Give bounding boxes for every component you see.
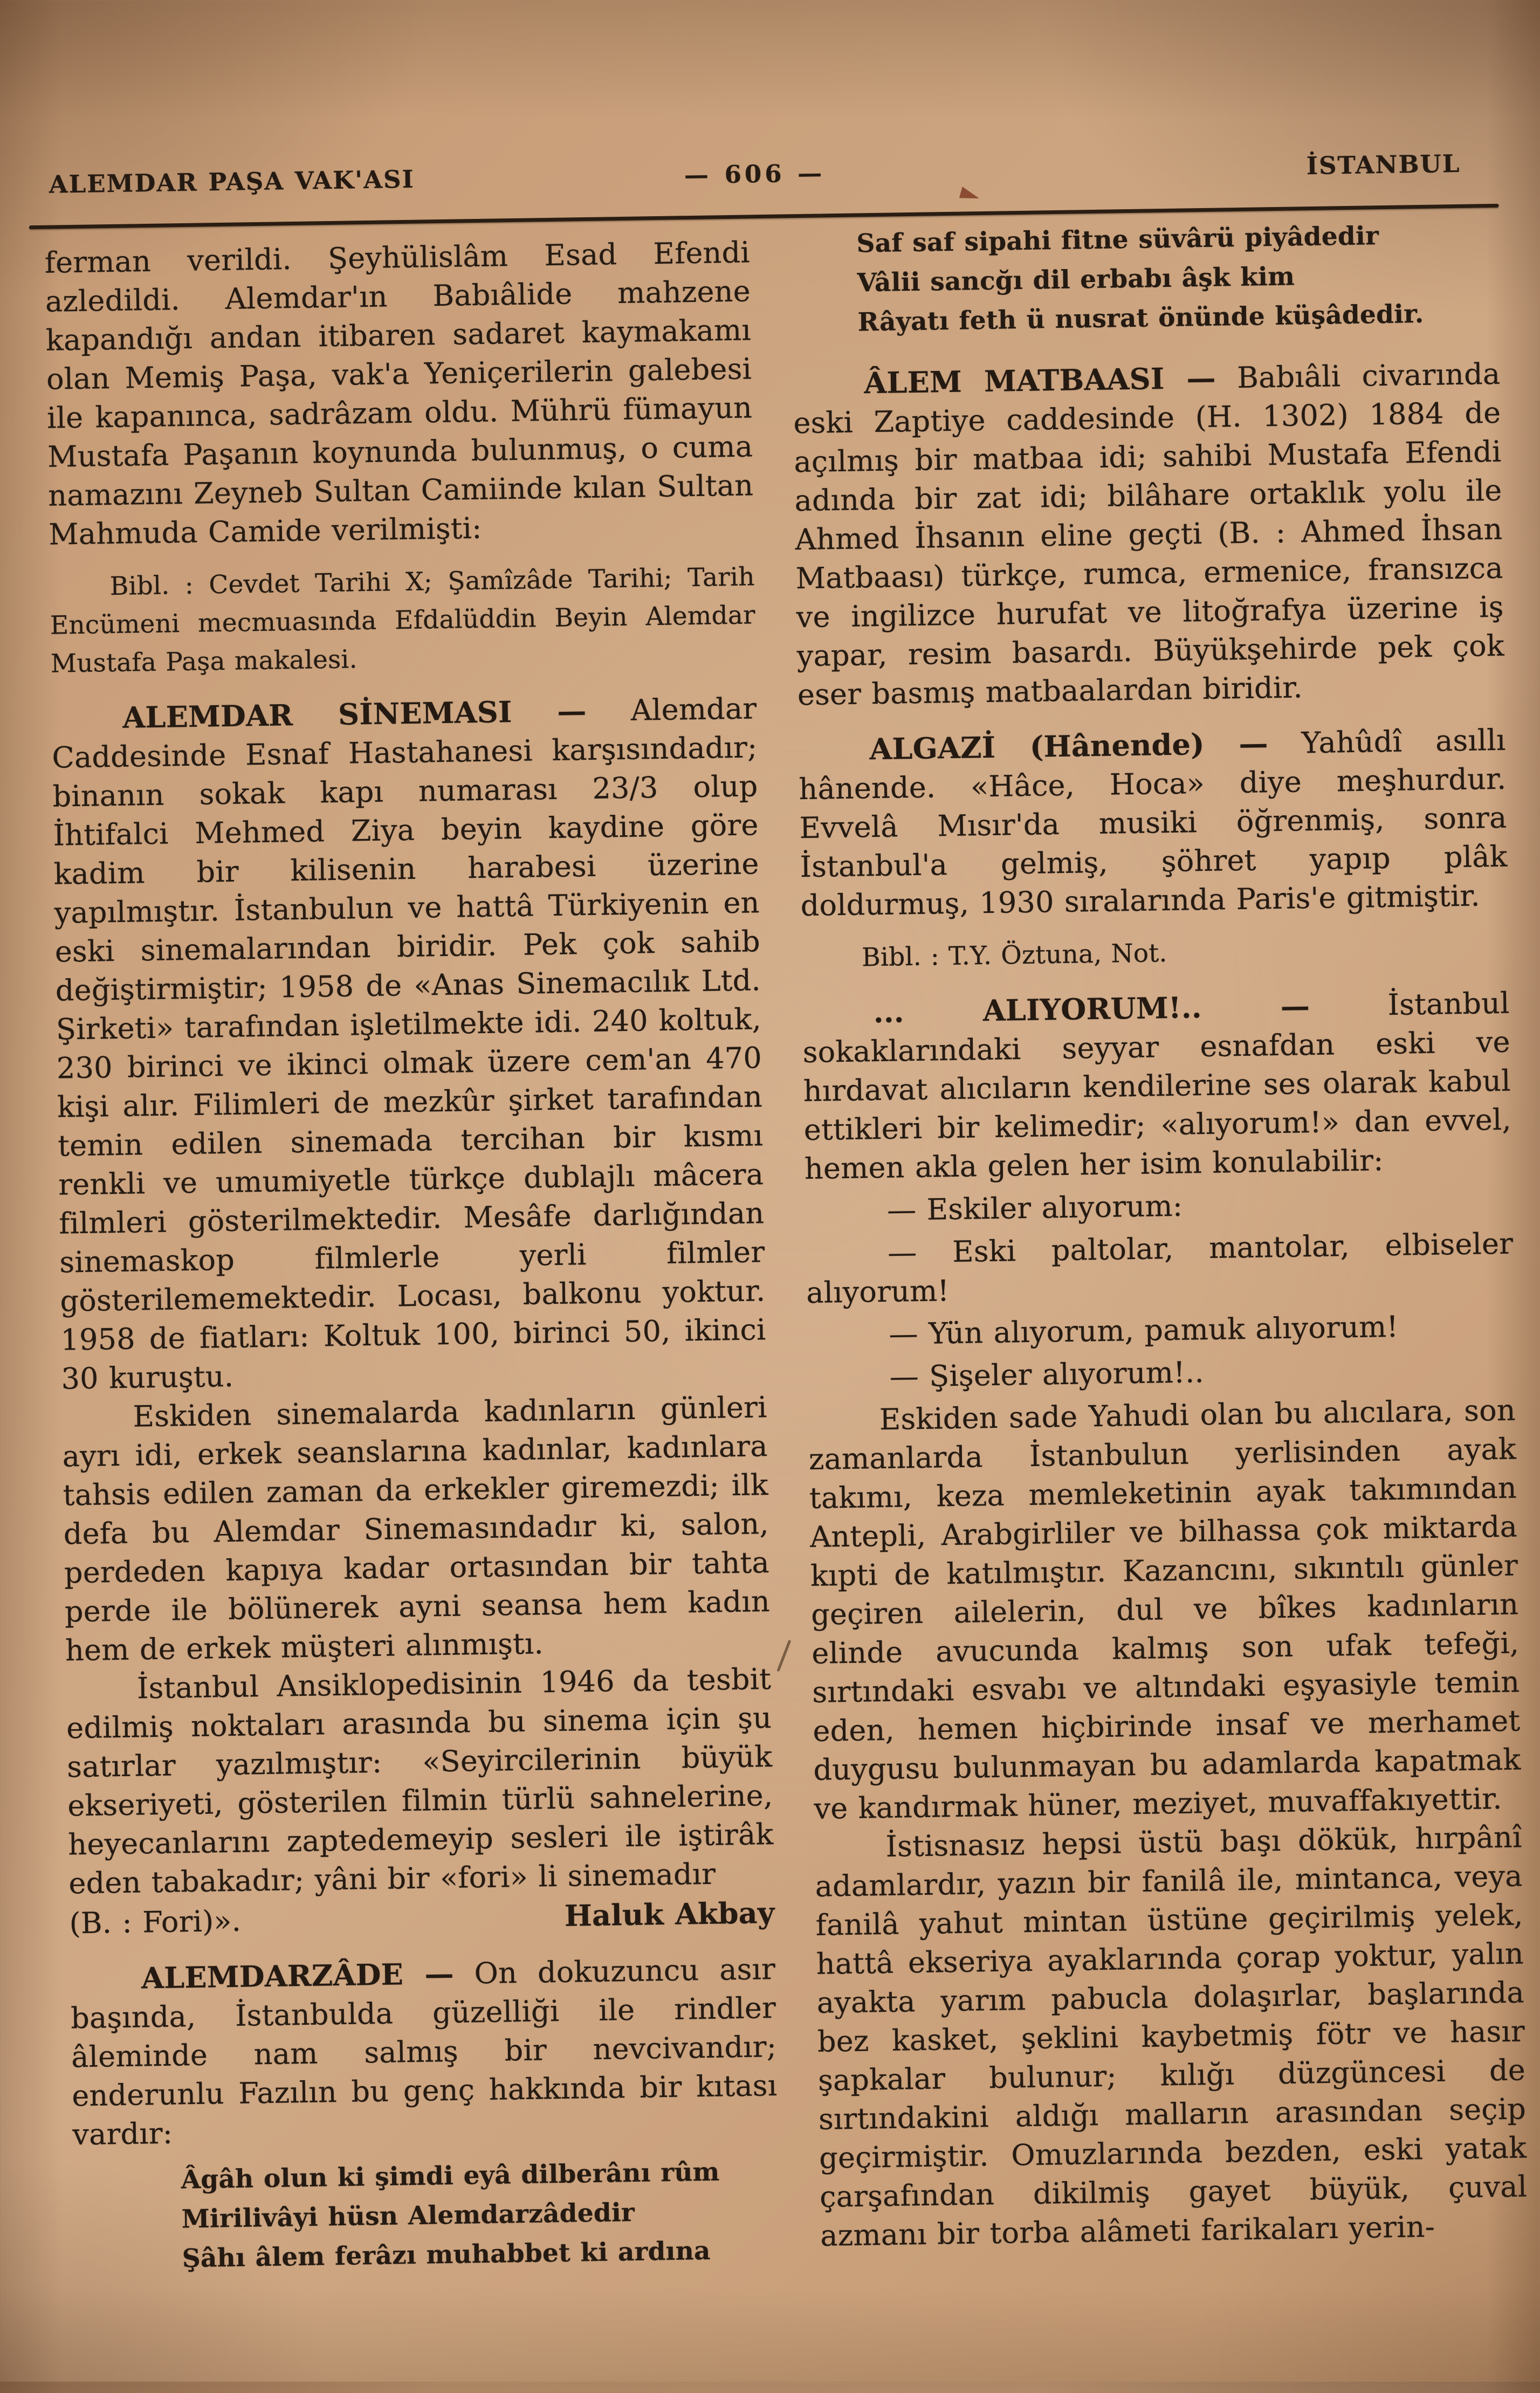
left-column <box>44 233 780 2280</box>
street-cry-line: — Eski paltolar, mantolar, elbiseler alıyorum! <box>806 1226 1514 1310</box>
running-title-right: İSTANBUL <box>1306 149 1461 181</box>
entry-headword: ALGAZİ (Hânende) — <box>869 726 1269 767</box>
entry-body: On dokuzuncu asır başında, İstanbulda güzelliği ile rindler âleminde nam salmış bir nevcivandır; enderunlu Fazılın bu genç hakkında bir kıtası vardır: <box>70 1952 778 2152</box>
street-cry-line: — Şişeler alıyorum!.. <box>889 1355 1205 1394</box>
bibliography-note: Bibl. : T.Y. Öztuna, Not. <box>861 938 1167 973</box>
poem-line: Râyatı feth ü nusrat önünde küşâdedir. <box>857 299 1424 338</box>
poem-line: Vâlii sancğı dil erbabı âşk kim <box>857 262 1295 298</box>
entry-headword: ALEMDAR SİNEMASI — <box>122 693 587 735</box>
red-arrow-mark <box>959 187 981 203</box>
quote-tail: (B. : Fori)». <box>69 1903 242 1941</box>
entry-aliyorum <box>802 984 1512 1188</box>
entry-body: Yahûdî asıllı hânende. «Hâce, Hoca» diye meşhurdur. Evvelâ Mısır'da musiki öğrenmiş, sonra İstanbul'a gelmiş, şöhret yapıp plâk doldurmuş, 1930 sıralarında Paris'e gitmiştir. <box>799 723 1508 923</box>
bibliography-note: Bibl. : Cevdet Tarihi X; Şamîzâde Tarihi; Tarih Encümeni mecmuasında Efdalüddin Beyin Alemdar Mustafa Paşa makalesi. <box>50 562 756 679</box>
paragraph: İstanbul Ansiklopedisinin 1946 da tesbit edilmiş noktaları arasında bu sinema için şu satırlar yazılmıştır: «Seyircilerinin büyük ekseriyeti, gösterilen filmin türlü sahnelerine, heyecanlarını zaptedemeyip sesleri ile iştirâk eden tabakadır; yâni bir «fori» li sinemadır <box>66 1662 774 1901</box>
paragraph: Eskiden sinemalarda kadınların günleri ayrı idi, erkek seanslarına kadınlar, kadınlara tahsis edilen zaman da erkekler giremezdi; ilk defa bu Alemdar Sinemasındadır ki, salon, perdeden kapıya kadar ortasından bir tahta perde ile bölünerek ayni seansa hem kadın hem de erkek müşteri alınmıştı. <box>62 1390 771 1668</box>
entry-body: Alemdar Caddesinde Esnaf Hastahanesi karşısındadır; binanın sokak kapı numarası 23/3 olup İhtifalci Mehmed Ziya beyin kaydine göre kadim bir kilisenin harabesi üzerine yapılmıştır. İstanbulun ve hattâ Türkiyenin en eski sinemalarından biridir. Pek çok sahib değiştirmiştir; 1958 de «Anas Sinemacılık Ltd. Şirketi» tarafından işletilmekte idi. 240 koltuk, 230 birinci ve ikinci olmak üzere cem'an 470 kişi alır. Filimleri de mezkûr şirket tarafından temin edilen sinemada tercihan bir kısmı renkli ve umumiyetle türkçe dublajlı mâcera filmleri gösterilmektedir. Mesâfe darlığından sinemaskop filmlerle yerli filmler gösterilememektedir. Locası, balkonu yoktur. 1958 de fiatları: Koltuk 100, birinci 50, ikinci 30 kuruştu. <box>52 691 766 1396</box>
poem-line: Saf saf sipahi fitne süvârü piyâdedir <box>856 221 1379 259</box>
poem-line: Âgâh olun ki şimdi eyâ dilberânı rûm <box>181 2157 720 2195</box>
poem-stanza-continuation <box>856 215 1500 342</box>
running-title-left: ALEMDAR PAŞA VAK'ASI <box>49 164 415 199</box>
entry-alemdar-sinemasi <box>51 689 767 1398</box>
entry-headword: ALEMDARZÂDE — <box>141 1956 455 1996</box>
entry-headword: ÂLEM MATBAASI — <box>863 360 1216 401</box>
author-signature: Haluk Akbay <box>564 1895 775 1933</box>
paragraph-continuation: ferman verildi. Şeyhülislâm Esad Efendi azledildi. Alemdar'ın Babıâlide mahzene kapandığı andan itibaren sadaret kaymakamı olan Memiş Paşa, vak'a Yeniçerilerin galebesi ile kapanınca, sadrâzam oldu. Mührü fümayun Mustafa Paşanın koynunda bulunmuş, o cuma namazını Zeyneb Sultan Camiinde kılan Sultan Mahmuda Camide verilmişti: <box>44 235 754 552</box>
paragraph: İstisnasız hepsi üstü başı dökük, hırpânî adamlardır, yazın bir fanilâ ile, mintanca, veya fanilâ yahut mintan üstüne geçirilmiş yelek, hattâ ekseriya ayaklarında çorap yoktur, yalın ayakta yarım pabucla dolaşırlar, başlarında bez kasket, şeklini kaybetmiş fötr ve hasır şapkalar bulunur; kılığı düzgüncesi de sırtındakini aldığı malların arasından seçip geçirmiştir. Omuzlarında bezden, eski yatak çarşafından dikilmiş gayet büyük, çuval azmanı bir torba alâmeti farikaları yerin- <box>815 1820 1528 2253</box>
poem-line: Mirilivâyi hüsn Alemdarzâdedir <box>181 2197 635 2234</box>
poem-line: Şâhı âlem ferâzı muhabbet ki ardına <box>182 2236 711 2274</box>
margin-slash-mark <box>776 1640 791 1672</box>
right-column <box>790 215 1528 2256</box>
paragraph: Eskiden sade Yahudi olan bu alıcılara, son zamanlarda İstanbulun yerlisinden ayak takımı, keza memleketinin ayak takımından Antepli, Arabgirliler ve bilhassa çok miktarda kıpti de katılmıştır. Kazancını, sıkıntılı günler geçiren ailelerin, dul ve bîkes kadınların elinde avucunda kalmış son ufak tefeği, sırtındaki esvabı ve altındaki eşyasiyle temin eden, hemen hiçbirinde insaf ve merhamet duygusu bulunmayan bu adamlarda kapatmak ve kandırmak hüner, meziyet, muvaffakıyettir. <box>808 1393 1521 1826</box>
entry-body: Babıâli civarında eski Zaptiye caddesinde (H. 1302) 1884 de açılmış bir matbaa idi; sahibi Mustafa Efendi adında bir zat idi; bilâhare ortaklık yolu ile Ahmed İhsanın eline geçti (B. : Ahmed İhsan Matbaası) türkçe, rumca, ermenice, fransızca ve ingilizce hurufat ve litoğrafya üzerine iş yapar, resim basardı. Büyükşehirde pek çok eser basmış matbaalardan biridir. <box>793 356 1505 712</box>
poem-stanza <box>181 2151 780 2278</box>
entry-alem-matbaasi <box>793 354 1505 714</box>
street-cry-line: — Eskiler alıyorum: <box>886 1188 1183 1227</box>
page-header <box>49 149 1460 199</box>
page-number: — 606 — <box>684 159 826 190</box>
entry-headword: ... ALIYORUM!.. — <box>873 988 1310 1030</box>
entry-alemdarzade <box>70 1949 778 2154</box>
entry-body: İstanbul sokaklarındaki seyyar esnafdan eski ve hırdavat alıcıların kendilerine ses olarak kabul ettikleri bir kelimedir; «alıyorum!» dan evvel, hemen akla gelen her isim konulabilir: <box>802 986 1512 1186</box>
street-cry-line: — Yün alıyorum, pamuk alıyorum! <box>889 1309 1399 1351</box>
entry-algazi <box>798 720 1508 925</box>
